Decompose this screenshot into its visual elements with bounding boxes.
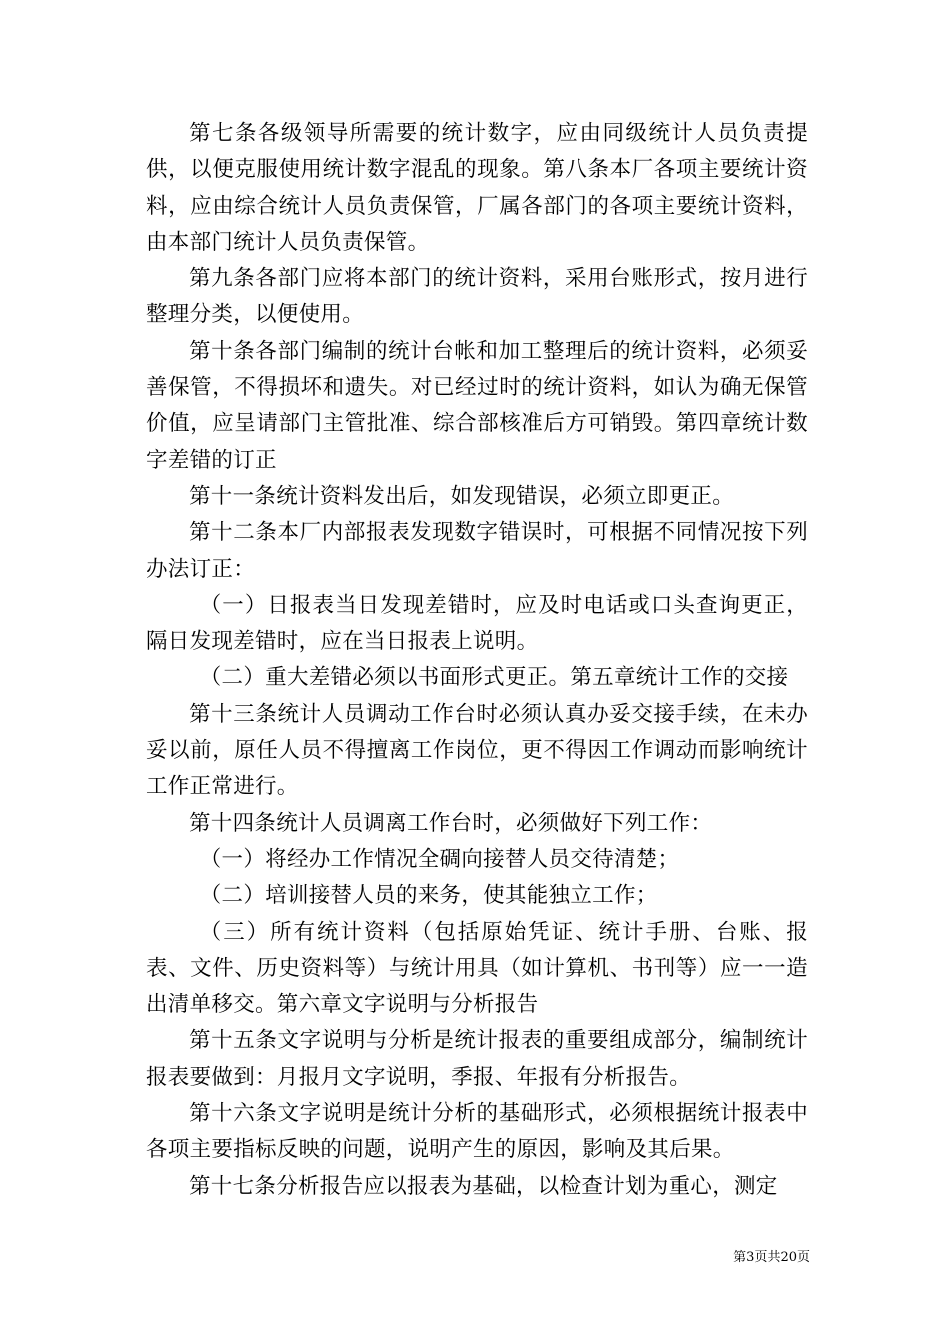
- page-number: 第3页共20页: [733, 1250, 810, 1265]
- paragraph: 第十五条文字说明与分析是统计报表的重要组成部分，编制统计报表要做到：月报月文字说明，季报、年报有分析报告。: [146, 1028, 808, 1090]
- paragraph: 第十四条统计人员调离工作台时，必须做好下列工作：: [189, 810, 713, 836]
- sub-paragraph: （一）将经办工作情况全碉向接替人员交待清楚；: [199, 846, 680, 872]
- sub-paragraph: （一）日报表当日发现差错时，应及时电话或口头查询更正，隔日发现差错时，应在当日报表上说明。: [146, 592, 808, 655]
- paragraph: 第十七条分析报告应以报表为基础，以检查计划为重心，测定: [189, 1173, 778, 1199]
- sub-paragraph: （三）所有统计资料（包括原始凭证、统计手册、台账、报表、文件、历史资料等）与统计用具（如计算机、书刊等）应一一造出清单移交。第六章文字说明与分析报告: [146, 919, 808, 1018]
- document-body: [146, 116, 808, 1205]
- paragraph: 第九条各部门应将本部门的统计资料，采用台账形式，按月进行整理分类，以便使用。: [146, 266, 808, 328]
- paragraph: 第十条各部门编制的统计台帐和加工整理后的统计资料，必须妥善保管，不得损坏和遗失。对已经过时的统计资料，如认为确无保管价值，应呈请部门主管批准、综合部核准后方可销毁。第四章统计数字差错的订正: [146, 338, 808, 473]
- sub-paragraph: （二）培训接替人员的来务，使其能独立工作；: [199, 883, 658, 909]
- paragraph: 第十三条统计人员调动工作台时必须认真办妥交接手续，在未办妥以前，原任人员不得擅离工作岗位，更不得因工作调动而影响统计工作正常进行。: [146, 701, 808, 800]
- paragraph: 第十一条统计资料发出后，如发现错误，必须立即更正。: [189, 483, 735, 509]
- paragraph: 第十六条文字说明是统计分析的基础形式，必须根据统计报表中各项主要指标反映的问题，说明产生的原因，影响及其后果。: [146, 1101, 808, 1163]
- paragraph: 第七条各级领导所需要的统计数字，应由同级统计人员负责提供，以便克服使用统计数字混乱的现象。第八条本厂各项主要统计资料，应由综合统计人员负责保管，厂属各部门的各项主要统计资料，由本部门统计人员负责保管。: [146, 121, 808, 255]
- sub-paragraph: （二）重大差错必须以书面形式更正。第五章统计工作的交接: [199, 665, 789, 691]
- paragraph: 第十二条本厂内部报表发现数字错误时，可根据不同情况按下列办法订正：: [146, 520, 808, 582]
